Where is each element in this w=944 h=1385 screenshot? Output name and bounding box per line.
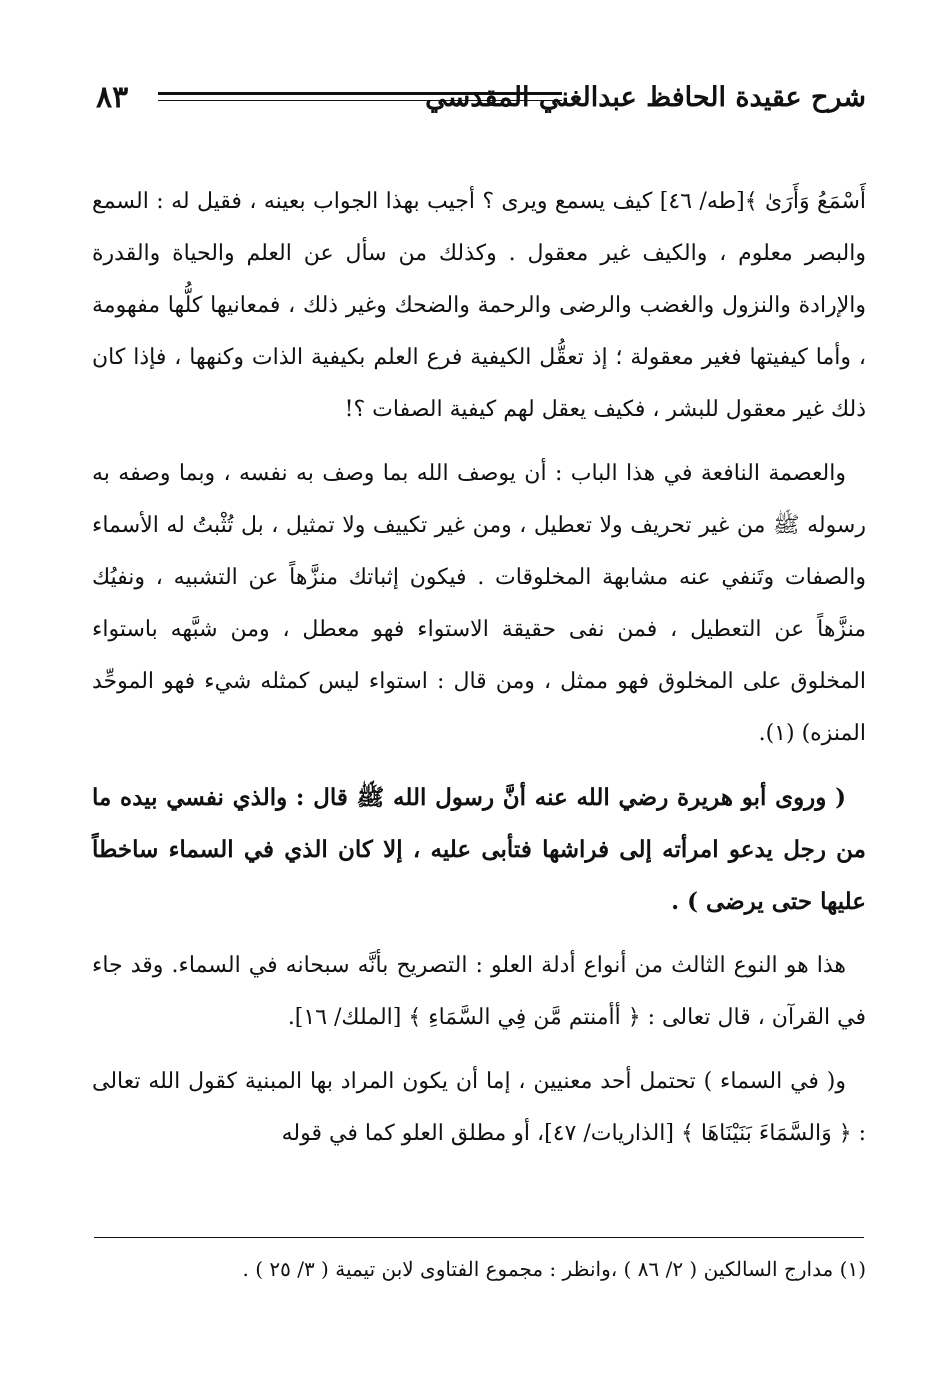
hadith-text: ( وروى أبو هريرة رضي الله عنه أنَّ رسول الله ﷺ قال : والذي نفسي بيده ما من رجل يدعو امرأته إلى فراشها فتأبى عليه ، إلا كان الذي في السماء ساخطاً عليها حتى يرضى ) . — [92, 784, 866, 915]
paragraph-1: أَسْمَعُ وَأَرَىٰ ﴾[طه/ ٤٦] كيف يسمع ويرى ؟ أجيب بهذا الجواب بعينه ، فقيل له : السمع والبصر معلوم ، والكيف غير معقول . وكذلك من سأل عن العلم والحياة والقدرة والإرادة والنزول والغضب والرضى والرحمة والضحك وغير ذلك ، فمعانيها كلُّها مفهومة ، وأما كيفيتها فغير معقولة ؛ إذ تعقُّل الكيفية فرع العلم بكيفية الذات وكنهها ، فإذا كان ذلك غير معقول للبشر ، فكيف يعقل لهم كيفية الصفات ؟! — [92, 189, 866, 422]
running-title: شرح عقيدة الحافظ عبدالغني المقدسي — [425, 82, 866, 113]
footnote: (١) مدارج السالكين ( ٢/ ٨٦ ) ،وانظر : مجموع الفتاوى لابن تيمية ( ٣/ ٢٥ ) . — [242, 1257, 866, 1281]
paragraph-3: هذا هو النوع الثالث من أنواع أدلة العلو : التصريح بأنَّه سبحانه في السماء. وقد جاء في القرآن ، قال تعالى : ﴿ أأمنتم مَّن فِي السَّمَاءِ ﴾ [الملك/ ١٦]. — [92, 953, 866, 1030]
page-number: ٨٣ — [96, 80, 129, 115]
main-text — [92, 176, 866, 1172]
page-header — [96, 78, 866, 128]
paragraph-4: و( في السماء ) تحتمل أحد معنيين ، إما أن يكون المراد بها المبنية كقول الله تعالى : ﴿ وَالسَّمَاءَ بَنَيْنَاهَا ﴾ [الذاريات/ ٤٧]، أو مطلق العلو كما في قوله — [92, 1069, 866, 1146]
footnote-divider — [94, 1237, 864, 1238]
paragraph-2: والعصمة النافعة في هذا الباب : أن يوصف الله بما وصف به نفسه ، وبما وصفه به رسوله ﷺ من غير تحريف ولا تعطيل ، ومن غير تكييف ولا تمثيل ، بل تُثْبتُ له الأسماء والصفات وتَنفي عنه مشابهة المخلوقات . فيكون إثباتك منزَّهاً عن التشبيه ، ونفيُك منزَّهاً عن التعطيل ، فمن نفى حقيقة الاستواء فهو معطل ، ومن شبَّهه باستواء المخلوق على المخلوق فهو ممثل ، ومن قال : استواء ليس كمثله شيء فهو الموحِّد المنزه) (١). — [92, 461, 866, 746]
